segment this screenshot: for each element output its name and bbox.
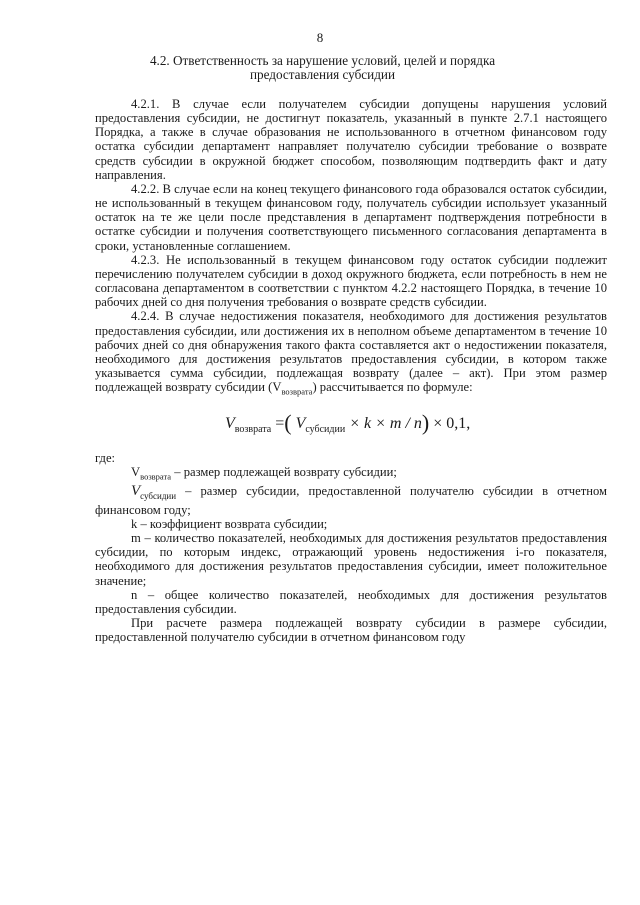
def-vs-letter: V: [131, 482, 141, 499]
formula-v-sub: возврата: [234, 423, 272, 435]
definition-v-return: [95, 465, 607, 484]
def-vv-subscript: возврата: [140, 471, 172, 482]
formula-comma: ,: [466, 414, 471, 432]
paragraph-4-2-4-subscript: возврата: [281, 386, 313, 397]
paragraph-4-2-4: [95, 309, 607, 398]
final-paragraph: При расчете размера подлежащей возврату субсидии в размере субсидии, предоставленной получателю субсидии в отчетном финансовом году: [95, 616, 607, 645]
paragraph-4-2-2: 4.2.2. В случае если на конец текущего финансового года образовался остаток субсидии, не использованный в текущем финансовом году, получатель субсидии использует указанный остаток на те же цели после представления в департамент подтверждения потребности в остатке субсидии и получения соответствующего письменного согласования департамента в сроки, установленные соглашением.: [95, 181, 607, 253]
paragraph-4-2-1: 4.2.1. В случае если получателем субсидии допущены нарушения условий предоставления субсидии, не достигнут показатель, указанный в пункте 2.7.1 настоящего Порядка, а также в случае образования не использованного в отчетном финансовом году остатка субсидии департамент направляет получателю субсидии требование о возврате средств субсидии в окружной бюджет способом, позволяющим подтвердить факт и дату направления.: [95, 97, 607, 182]
formula-vs: V: [295, 414, 306, 432]
definition-k: k – коэффициент возврата субсидии;: [131, 516, 328, 531]
formula-equals: =: [275, 414, 285, 432]
formula-v: V: [225, 414, 235, 432]
def-vv-symbol: V: [131, 464, 141, 479]
section-heading: 4.2. Ответственность за нарушение условий, целей и порядка предоставления субсидии: [149, 53, 496, 82]
paragraph-4-2-3: 4.2.3. Не использованный в текущем финансовом году остаток субсидии подлежит перечислению получателем субсидии в доход окружного бюджета, если потребность в нем не согласована департаментом в соответствии с пунктом 4.2.2 настоящего Порядка, в течение 10 рабочих дней со дня получения требования о возврате средств субсидии.: [95, 252, 607, 310]
def-vv-text: – размер подлежащей возврату субсидии;: [171, 464, 397, 479]
document-body: [95, 97, 607, 644]
formula-open-paren: (: [284, 409, 292, 435]
where-label: где:: [95, 450, 116, 465]
paragraph-4-2-4-text: 4.2.4. В случае недостижения показателя, необходимого для достижения результатов предоставления субсидии, или достижения их в неполном объеме департаментом в течение 10 рабочих дней со дня обнаружения такого факта составляется акт о недостижении показателя, необходимого для достижения результатов предоставления субсидии, в котором также указывается сумма субсидии, подлежащая возврату (далее – акт). При этом размер подлежащей возврату субсидии (V: [95, 309, 607, 395]
formula-rest: × k × m / n: [349, 414, 422, 432]
paragraph-4-2-4-tail: ) рассчитывается по формуле:: [312, 380, 473, 395]
formula-end: × 0,1: [433, 414, 467, 432]
return-formula: [95, 399, 607, 451]
def-vs-subscript: субсидии: [140, 490, 177, 501]
def-vs-text: – размер субсидии, предоставленной получателю субсидии в отчетном финансовом году;: [95, 483, 607, 517]
definition-m: m – количество показателей, необходимых для достижения результатов предоставления субсидии, по которым индекс, отражающий уровень недостижения i-го показателя, необходимого для достижения результатов предоставления субсидии, имеет положительное значение;: [95, 531, 607, 588]
definition-v-subsidy: [95, 484, 607, 517]
formula-close-paren: ): [421, 409, 430, 435]
formula-vs-sub: субсидии: [305, 423, 346, 435]
definition-n: n – общее количество показателей, необходимых для достижения результатов предоставления субсидии.: [95, 587, 607, 616]
page-number: 8: [316, 30, 324, 45]
def-vs-symbol: [131, 483, 176, 499]
